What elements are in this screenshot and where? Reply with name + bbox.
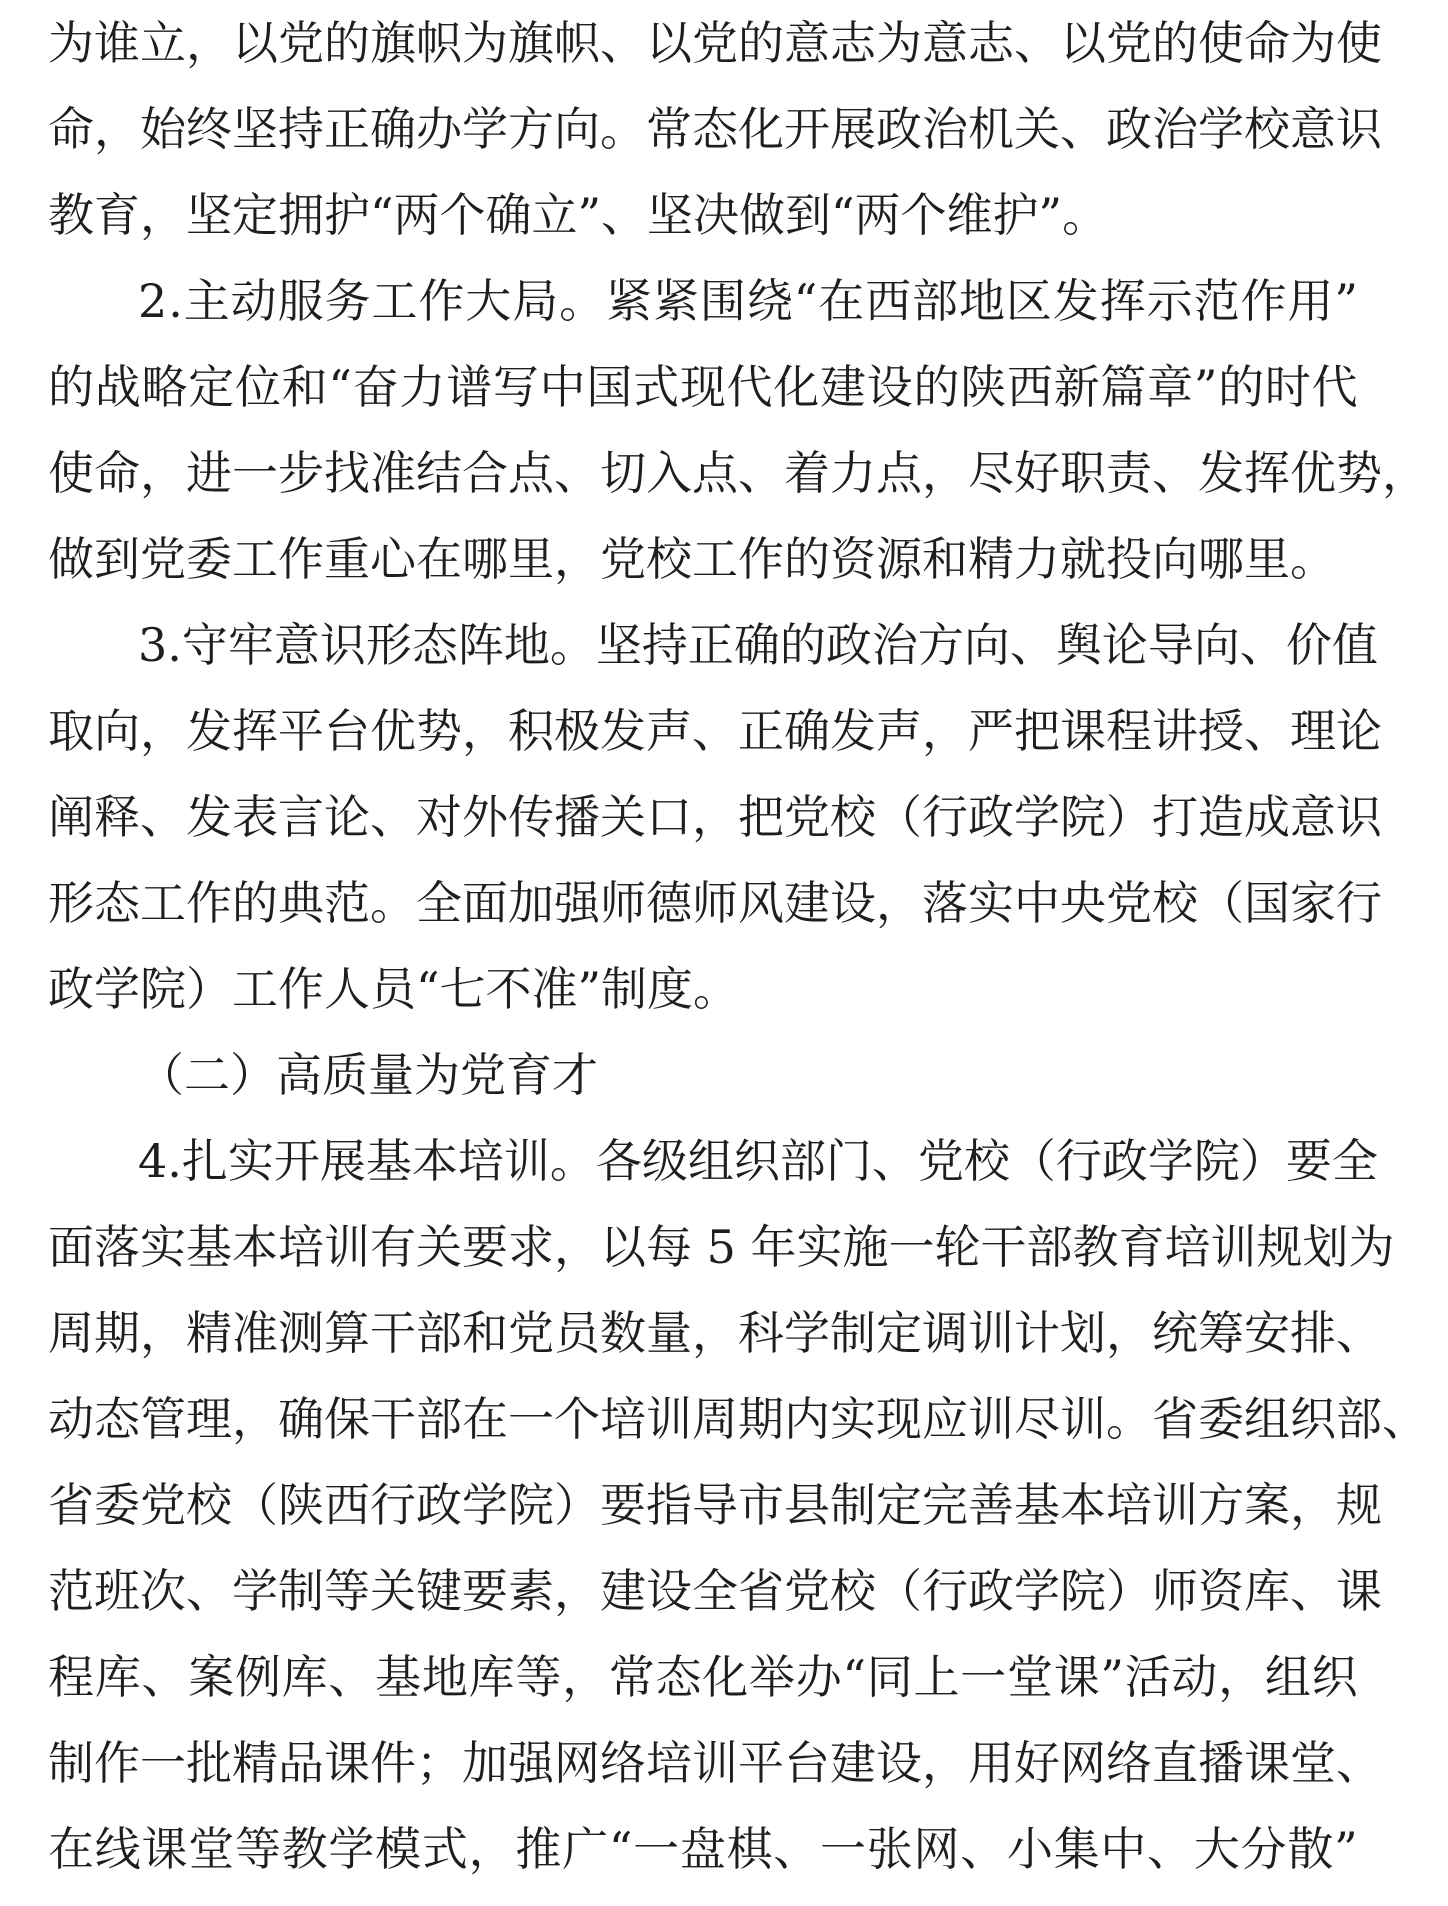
text-line: 政学院）工作人员“七不准”制度。 [48, 962, 740, 1016]
text-line: 教育，坚定拥护“两个确立”、坚决做到“两个维护”。 [48, 188, 1109, 242]
text-line: 面 落 实 基 本 培 训 有 关 要 求 ， 以 每 5 年 实 施 一 轮 干 部 教 育 培 训 规 划 为 [48, 1220, 1395, 1274]
text-line: 为 谁 立 ， 以 党 的 旗 帜 为 旗 帜 、 以 党 的 意 志 为 意 志 、 以 党 的 使 命 为 使 [48, 16, 1382, 70]
section-heading: （二）高质量为党育才 [138, 1048, 598, 1102]
text-line: 省 委 党 校 （ 陕 西 行 政 学 院 ） 要 指 导 市 县 制 定 完 善 基 本 培 训 方 案 ， 规 [48, 1478, 1382, 1532]
text-line: 程 库 、 案 例 库 、 基 地 库 等 ， 常 态 化 举 办 “ 同 上 一 堂 课 ” 活 动 ， 组 织 [48, 1650, 1358, 1704]
text-line: 使 命 ， 进 一 步 找 准 结 合 点 、 切 入 点 、 着 力 点 ， 尽 好 职 责 、 发 挥 优 势 ， [48, 446, 1428, 500]
text-line: 取 向 ， 发 挥 平 台 优 势 ， 积 极 发 声 、 正 确 发 声 ， 严 把 课 程 讲 授 、 理 论 [48, 704, 1382, 758]
text-line: 做到党委工作重心在哪里，党校工作的资源和精力就投向哪里。 [48, 532, 1336, 586]
text-line: 在 线 课 堂 等 教 学 模 式 ， 推 广 “ 一 盘 棋 、 一 张 网 、 小 集 中 、 大 分 散 ” [48, 1822, 1358, 1876]
text-line: 阐 释 、 发 表 言 论 、 对 外 传 播 关 口 ， 把 党 校 （ 行 政 学 院 ） 打 造 成 意 识 [48, 790, 1382, 844]
text-line: 3 . 守 牢 意 识 形 态 阵 地 。 坚 持 正 确 的 政 治 方 向 、 舆 论 导 向 、 价 值 [138, 618, 1378, 672]
text-line: 范 班 次 、 学 制 等 关 键 要 素 ， 建 设 全 省 党 校 （ 行 政 学 院 ） 师 资 库 、 课 [48, 1564, 1382, 1618]
text-line: 形 态 工 作 的 典 范 。 全 面 加 强 师 德 师 风 建 设 ， 落 实 中 央 党 校 （ 国 家 行 [48, 876, 1382, 930]
text-line: 2 . 主 动 服 务 工 作 大 局 。 紧 紧 围 绕 “ 在 西 部 地 区 发 挥 示 范 作 用 ” [138, 274, 1358, 328]
text-line: 的 战 略 定 位 和 “ 奋 力 谱 写 中 国 式 现 代 化 建 设 的 陕 西 新 篇 章 ” 的 时 代 [48, 360, 1358, 414]
text-line: 制 作 一 批 精 品 课 件 ； 加 强 网 络 培 训 平 台 建 设 ， 用 好 网 络 直 播 课 堂 、 [48, 1736, 1382, 1790]
text-line: 动 态 管 理 ， 确 保 干 部 在 一 个 培 训 周 期 内 实 现 应 训 尽 训 。 省 委 组 织 部 、 [48, 1392, 1428, 1446]
text-line: 4 . 扎 实 开 展 基 本 培 训 。 各 级 组 织 部 门 、 党 校 （ 行 政 学 院 ） 要 全 [138, 1134, 1378, 1188]
text-line: 命 ， 始 终 坚 持 正 确 办 学 方 向 。 常 态 化 开 展 政 治 机 关 、 政 治 学 校 意 识 [48, 102, 1382, 156]
text-line: 周 期 ， 精 准 测 算 干 部 和 党 员 数 量 ， 科 学 制 定 调 训 计 划 ， 统 筹 安 排 、 [48, 1306, 1382, 1360]
